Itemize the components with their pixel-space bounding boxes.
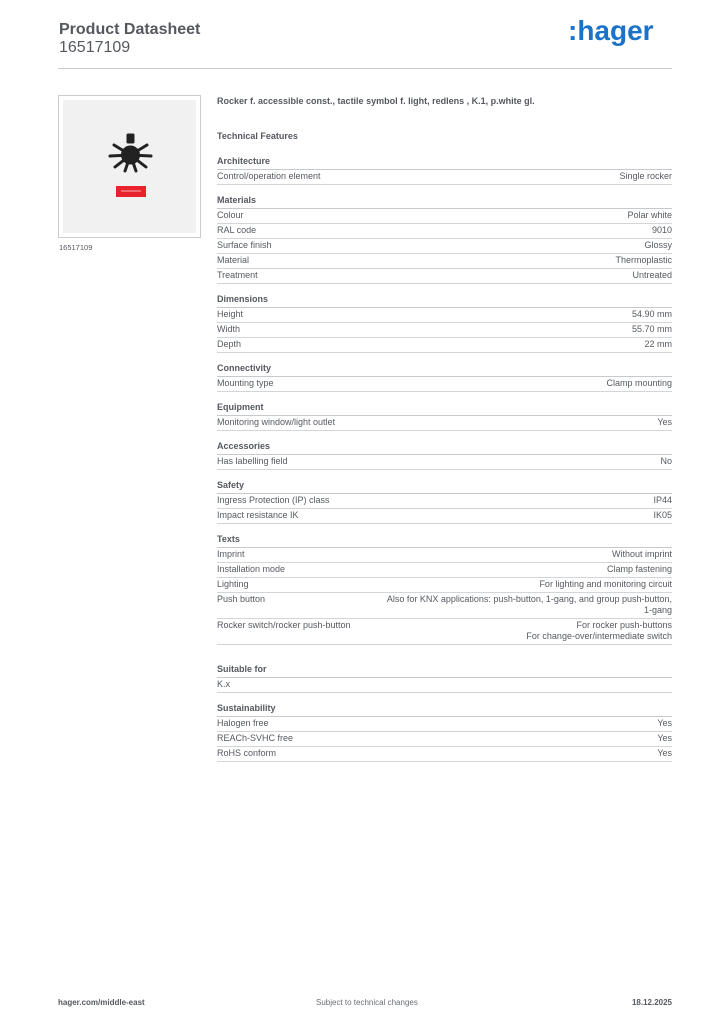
technical-features-heading: Technical Features xyxy=(217,131,298,141)
feature-row xyxy=(217,678,672,693)
section-title: Materials xyxy=(217,195,672,209)
feature-label: K.x xyxy=(217,679,231,689)
feature-value: No xyxy=(660,456,672,466)
feature-row xyxy=(217,548,672,563)
feature-value: Glossy xyxy=(644,240,672,250)
section-architecture xyxy=(217,156,672,185)
feature-value: IK05 xyxy=(653,510,672,520)
feature-row xyxy=(217,308,672,323)
feature-label: Depth xyxy=(217,339,242,349)
feature-value: Without imprint xyxy=(611,549,672,559)
feature-row xyxy=(217,269,672,284)
feature-label: Lighting xyxy=(217,579,249,589)
section-title: Architecture xyxy=(217,156,672,170)
feature-row xyxy=(217,494,672,509)
feature-row xyxy=(217,717,672,732)
feature-row xyxy=(217,619,672,645)
feature-value: 54.90 mm xyxy=(631,309,672,319)
section-title: Texts xyxy=(217,534,672,548)
feature-value: Clamp mounting xyxy=(606,378,672,388)
section-suitable-for xyxy=(217,664,672,693)
feature-label: Mounting type xyxy=(217,378,274,388)
footer-notice: Subject to technical changes xyxy=(316,998,418,1007)
feature-label: Control/operation element xyxy=(217,171,321,181)
section-title: Accessories xyxy=(217,441,672,455)
section-title: Connectivity xyxy=(217,363,672,377)
feature-label: Colour xyxy=(217,210,244,220)
feature-label: Ingress Protection (IP) class xyxy=(217,495,330,505)
product-description: Rocker f. accessible const., tactile symbol f. light, redlens , K.1, p.white gl. xyxy=(217,96,535,106)
feature-value: For lighting and monitoring circuit xyxy=(539,579,672,589)
feature-label: RoHS conform xyxy=(217,748,277,758)
feature-row xyxy=(217,239,672,254)
feature-label: Surface finish xyxy=(217,240,272,250)
feature-label: Installation mode xyxy=(217,564,286,574)
feature-label: Width xyxy=(217,324,241,334)
feature-value: Polar white xyxy=(627,210,672,220)
feature-row xyxy=(217,416,672,431)
feature-value: IP44 xyxy=(653,495,672,505)
feature-value: 22 mm xyxy=(644,339,672,349)
header-divider xyxy=(58,68,672,69)
feature-row xyxy=(217,578,672,593)
feature-label: Impact resistance IK xyxy=(217,510,299,520)
image-caption: 16517109 xyxy=(59,243,93,252)
feature-row xyxy=(217,563,672,578)
feature-value: Clamp fastening xyxy=(606,564,672,574)
feature-label: REACh-SVHC free xyxy=(217,733,294,743)
feature-row xyxy=(217,170,672,185)
feature-label: RAL code xyxy=(217,225,257,235)
section-title: Sustainability xyxy=(217,703,672,717)
feature-value: Yes xyxy=(657,748,672,758)
feature-row xyxy=(217,732,672,747)
feature-row xyxy=(217,254,672,269)
section-title: Dimensions xyxy=(217,294,672,308)
feature-value: Yes xyxy=(657,417,672,427)
section-safety xyxy=(217,480,672,524)
footer-date: 18.12.2025 xyxy=(631,998,672,1007)
product-image xyxy=(63,100,196,233)
section-title: Equipment xyxy=(217,402,672,416)
feature-value: For rocker push-buttons For change-over/intermediate switch xyxy=(526,620,672,641)
hager-logo xyxy=(568,16,658,46)
section-sustainability xyxy=(217,703,672,762)
feature-row xyxy=(217,224,672,239)
feature-value: Also for KNX applications: push-button, 1-gang, and group push-button, 1-gang xyxy=(386,594,672,615)
feature-row xyxy=(217,747,672,762)
section-equipment xyxy=(217,402,672,431)
feature-label: Treatment xyxy=(217,270,258,280)
feature-value: 9010 xyxy=(651,225,672,235)
feature-row xyxy=(217,323,672,338)
feature-row xyxy=(217,455,672,470)
section-connectivity xyxy=(217,363,672,392)
section-title: Safety xyxy=(217,480,672,494)
section-title: Suitable for xyxy=(217,664,672,678)
feature-label: Rocker switch/rocker push-button xyxy=(217,620,351,630)
section-dimensions xyxy=(217,294,672,353)
feature-label: Height xyxy=(217,309,244,319)
feature-row xyxy=(217,377,672,392)
feature-row xyxy=(217,338,672,353)
feature-row xyxy=(217,509,672,524)
document-title: Product Datasheet xyxy=(59,21,201,38)
section-materials xyxy=(217,195,672,284)
feature-label: Imprint xyxy=(217,549,245,559)
feature-value: Single rocker xyxy=(619,171,672,181)
feature-label: Monitoring window/light outlet xyxy=(217,417,336,427)
feature-row xyxy=(217,209,672,224)
feature-sections xyxy=(217,156,672,762)
feature-value: Yes xyxy=(657,718,672,728)
feature-value: 55.70 mm xyxy=(631,324,672,334)
section-accessories xyxy=(217,441,672,470)
feature-value: Untreated xyxy=(632,270,672,280)
feature-value: Thermoplastic xyxy=(615,255,672,265)
feature-label: Push button xyxy=(217,594,266,604)
product-image-frame xyxy=(58,95,201,238)
section-texts xyxy=(217,534,672,645)
feature-value: Yes xyxy=(657,733,672,743)
feature-label: Material xyxy=(217,255,250,265)
svg-text::hager: :hager xyxy=(568,16,654,46)
feature-row xyxy=(217,593,672,619)
feature-label: Halogen free xyxy=(217,718,269,728)
feature-label: Has labelling field xyxy=(217,456,288,466)
product-number: 16517109 xyxy=(59,39,131,56)
datasheet-content xyxy=(217,95,672,772)
rocker-product-image xyxy=(63,100,196,233)
footer-website-link[interactable]: hager.com/middle-east xyxy=(58,998,145,1007)
